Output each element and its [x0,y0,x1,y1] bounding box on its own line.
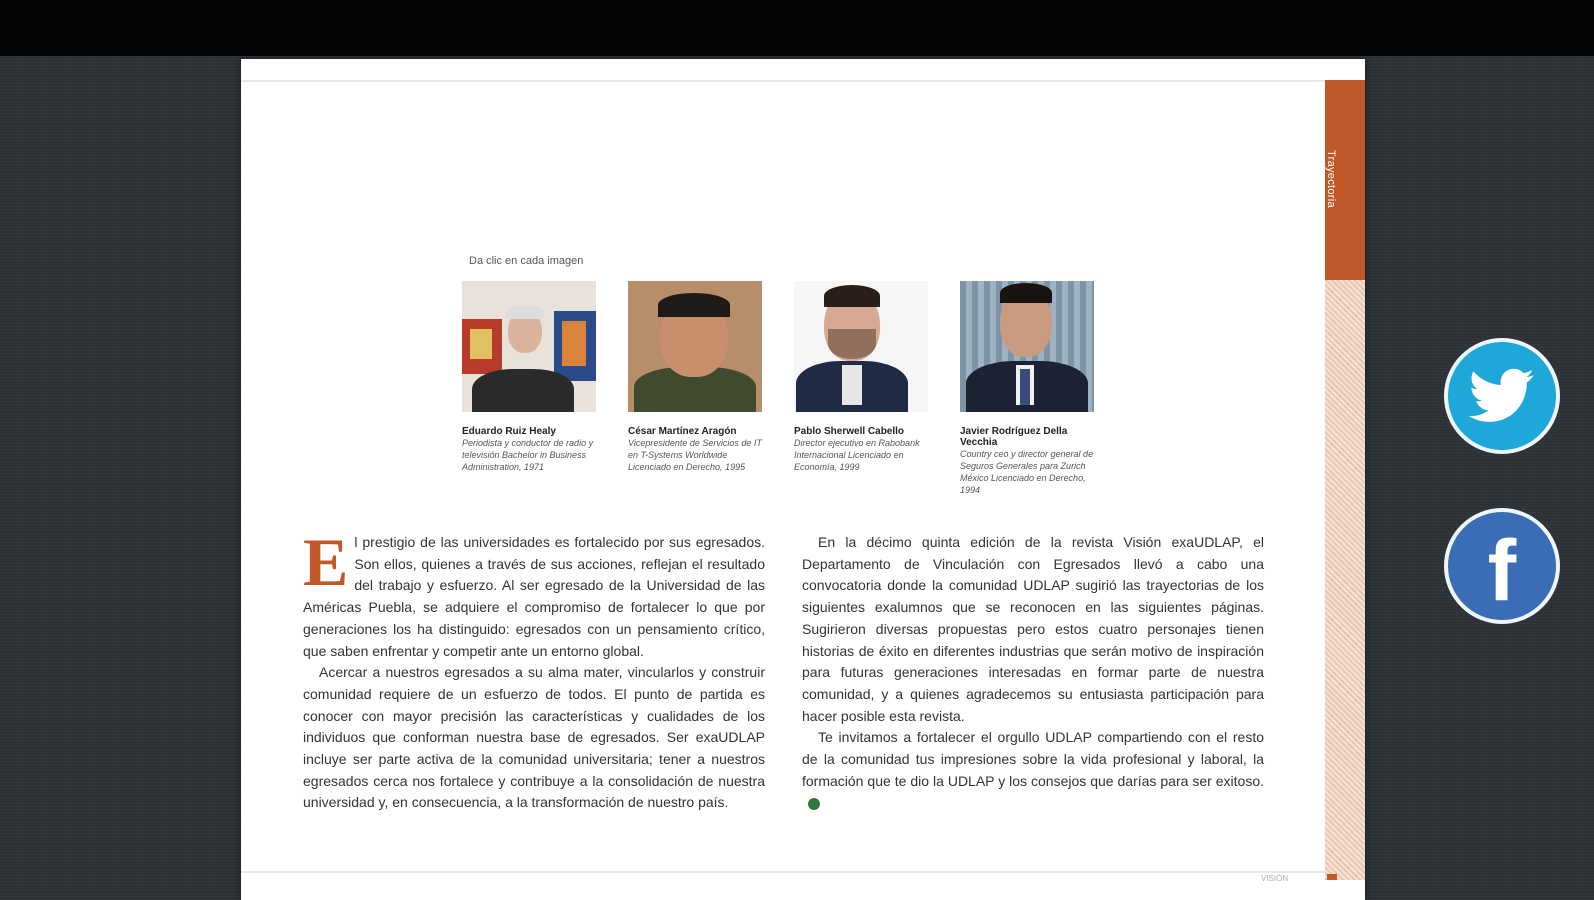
article-paragraph: Acercar a nuestros egresados a su alma mater, vincularlos y construir comunidad requiere de un esfuerzo de todos. El punto de partida es conocer con mayor precisión las características y cualidades de los individuos que conforman nuestra base de egresados. Ser exaUDLAP incluye ser parte activa de la comunidad universitaria; tener a nuestros egresados cerca nos fortalece y contribuye a la consolidación de nuestra universidad y, en consecuencia, a la transformación de nuestro país. [303,664,765,811]
twitter-button[interactable] [1444,338,1560,454]
profile-role: Periodista y conductor de radio y televisión Bachelor in Business Administration, 1971 [462,438,594,472]
profile-card[interactable] [462,281,602,473]
paragraph-text: l prestigio de las universidades es fortalecido por sus egresados. Son ellos, quienes a través de sus acciones, reflejan el resultado del trabajo y esfuerzo. Al ser egresado de la Universidad de las Américas Puebla, se adquiere el compromiso de fortalecer lo que por generaciones los ha distinguido: egresados con un pensamiento crítico, que saben enfrentar y competir ante un entorno global. [303,534,765,659]
article-right-column [802,532,1264,814]
article-paragraph: En la décimo quinta edición de la revista Visión exaUDLAP, el Departamento de Vinculación con Egresados llevó a cabo una convocatoria donde la comunidad UDLAP sugirió las trayectorias de los siguientes exalumnos que se reconocen en las siguientes páginas. Sugirieron diversas propuestas pero estos cuatro personajes tienen historias de éxito en diferentes industrias que serán motivo de inspiración para futuras generaciones interesadas en formar parte de nuestra comunidad, y a quienes agradecemos su entusiasta participación para hacer posible esta revista. [802,534,1264,724]
article-left-column [303,524,765,814]
profile-photo[interactable] [462,281,596,412]
profile-name: Javier Rodríguez Della Vecchia [960,426,1068,448]
magazine-page [241,59,1365,900]
twitter-icon [1469,368,1535,424]
section-side-tab [1325,80,1365,870]
profile-photo[interactable] [794,281,928,412]
profile-name: Pablo Sherwell Cabello [794,426,905,437]
facebook-icon: f [1487,523,1517,619]
profile-role: Director ejecutivo en Rabobank Internacional Licenciado en Economía, 1999 [794,438,920,472]
footer-mark [1327,874,1337,880]
facebook-button[interactable] [1444,508,1560,624]
paragraph-text: Te invitamos a fortalecer el orgullo UDLAP compartiendo con el resto de la comunidad tus impresiones sobre la vida profesional y laboral, la formación que te dio la UDLAP y los consejos que darías para ser exitoso. [802,729,1264,789]
profile-photo[interactable] [960,281,1094,412]
tab-texture [1325,280,1365,880]
click-hint: Da clic en cada imagen [469,255,584,267]
footer-label: VISIÓN [1261,874,1289,883]
article-paragraph [802,727,1264,814]
profile-name: César Martínez Aragón [628,426,737,437]
profile-card[interactable] [794,281,934,473]
bottom-rule [241,871,1325,873]
profile-card[interactable] [960,281,1100,496]
top-rule [241,80,1325,82]
profile-photo[interactable] [628,281,762,412]
profile-card[interactable] [628,281,768,473]
profile-name: Eduardo Ruiz Healy [462,426,556,437]
drop-cap: E [303,524,349,600]
section-label: Trayectoria [1325,150,1337,208]
top-bar [0,0,1594,56]
profile-role: Vicepresidente de Servicios de IT en T-Systems Worldwide Licenciado en Derecho, 1995 [628,438,762,472]
article-paragraph [303,524,765,662]
profile-role: Country ceo y director general de Seguros Generales para Zurich México Licenciado en Derecho, 1994 [960,449,1094,495]
end-mark-icon [808,798,820,810]
